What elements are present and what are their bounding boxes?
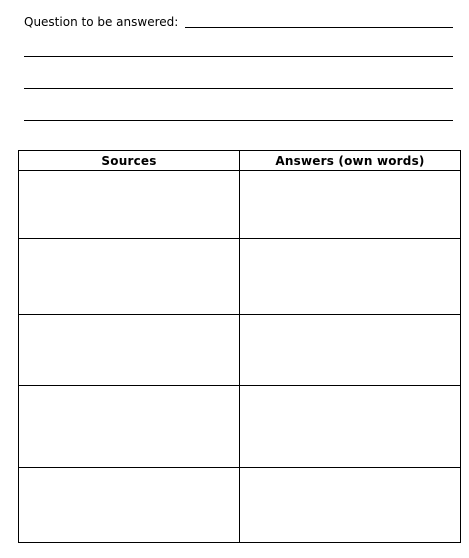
table-row: [19, 467, 461, 542]
answer-cell: [240, 239, 461, 314]
question-answer-line-3: [24, 88, 453, 89]
question-answer-line-1: [185, 27, 453, 28]
source-cell: [19, 467, 240, 542]
table-row: [19, 239, 461, 314]
source-cell: [19, 386, 240, 467]
table-row: [19, 171, 461, 239]
answer-cell: [240, 467, 461, 542]
question-answer-line-4: [24, 120, 453, 121]
sources-column-header: Sources: [19, 151, 240, 171]
source-cell: [19, 239, 240, 314]
table-row: [19, 314, 461, 385]
table-header-row: [19, 151, 461, 171]
table-row: [19, 386, 461, 467]
question-label: Question to be answered:: [24, 15, 179, 29]
sources-answers-table: [18, 150, 461, 543]
answers-column-header: Answers (own words): [240, 151, 461, 171]
source-cell: [19, 171, 240, 239]
source-cell: [19, 314, 240, 385]
answer-cell: [240, 171, 461, 239]
answer-cell: [240, 386, 461, 467]
question-answer-line-2: [24, 56, 453, 57]
answer-cell: [240, 314, 461, 385]
